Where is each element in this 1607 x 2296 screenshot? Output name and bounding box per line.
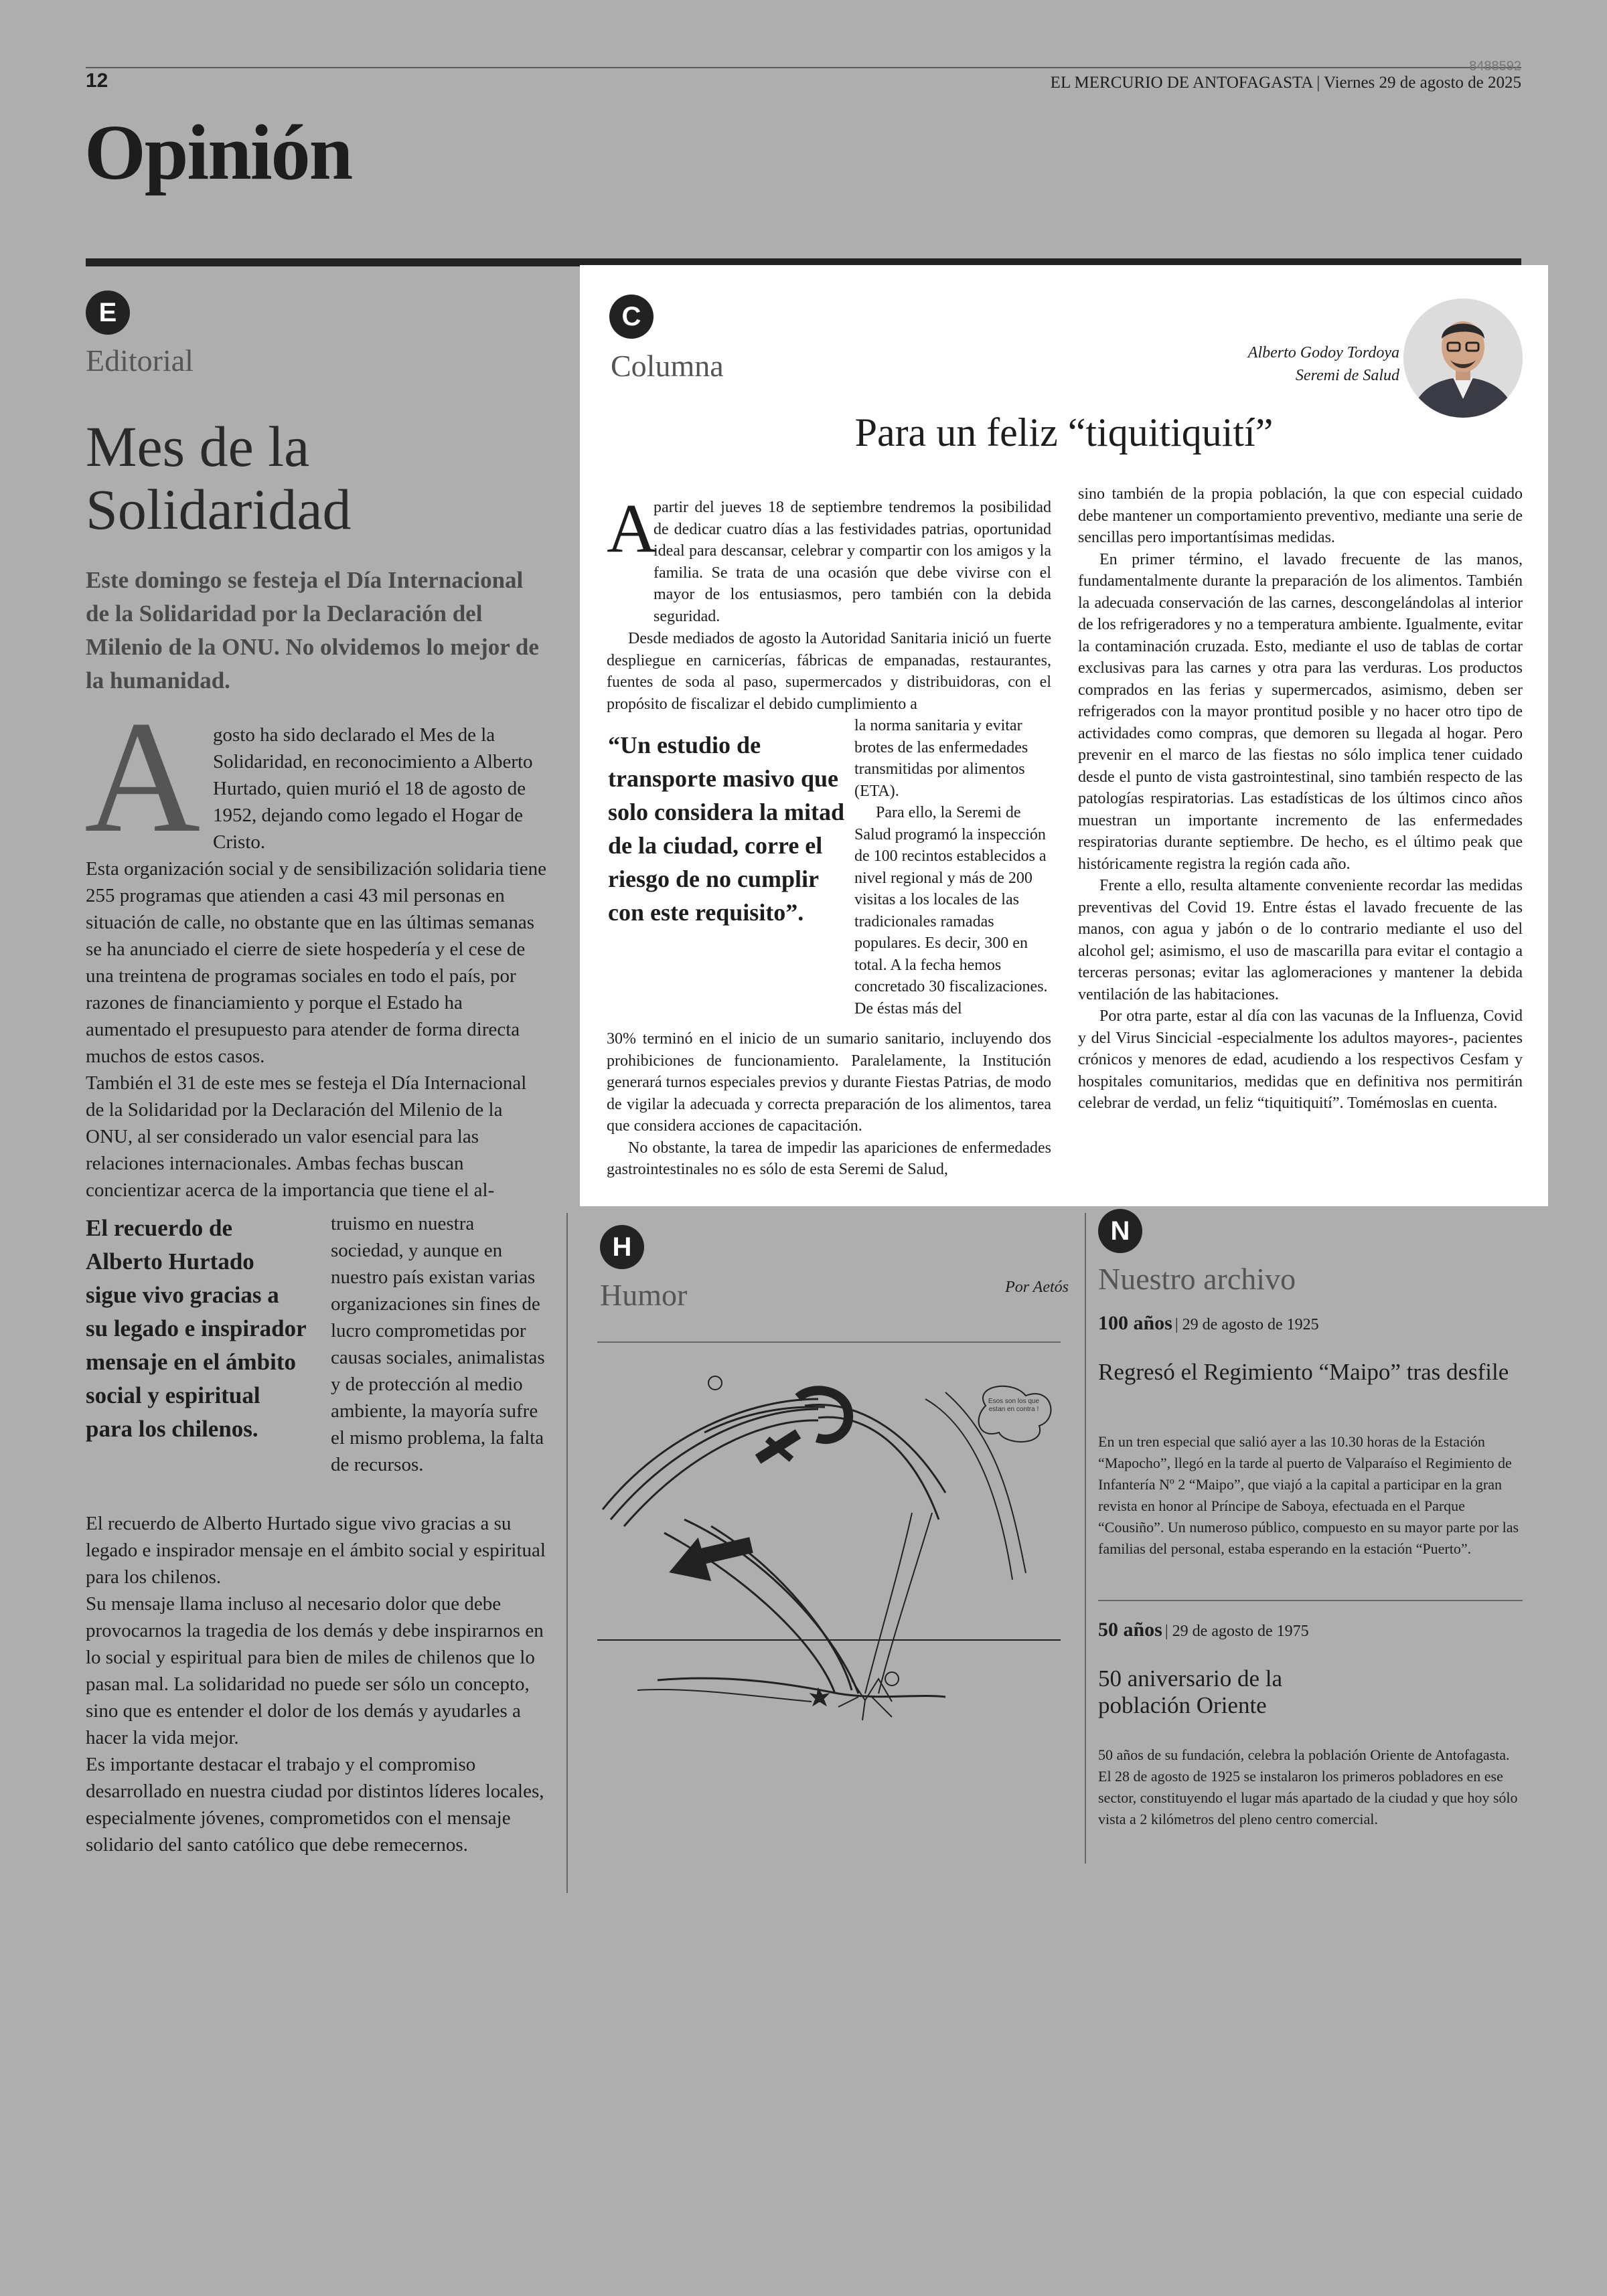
- column-p2-side: la norma sanitaria y evitar brotes de las enfermedades transmitidas por alimentos (ETA).: [854, 717, 1028, 800]
- author-photo: [1403, 299, 1523, 418]
- column-side-text: [854, 715, 1051, 1019]
- humor-credit: Por Aetós: [1005, 1279, 1069, 1296]
- column-author: [1138, 341, 1399, 387]
- archive-item-1-headline: Regresó el Regimiento “Maipo” tras desfile: [1098, 1359, 1509, 1385]
- archive-item-2-years: 50 años: [1098, 1619, 1162, 1641]
- archive-item-2-date: | 29 de agosto de 1975: [1164, 1623, 1309, 1640]
- page-stamp: 8488592: [1469, 59, 1521, 74]
- editorial-badge-icon: E: [86, 291, 130, 335]
- column-r2: En primer término, el lavado frecuente de las manos, fundamentalmente durante la preparación de los alimentos. También la adecuada conservación de las carnes, descongelándolas al interior de los refrigeradores y no a temperatura ambiente. Igualmente, evitar la contaminación cruzada. Esto, mediante el uso de tablas de cortar exclusivas para las carnes y otra para las verduras. Los productos comprados en las ferias y supermercados, asimismo, deben ser refrigerados con la mayor prontitud posible y no hacer otro tipo de actividades como compras, que demoren su llegada al hogar. Pero prevenir en el marco de las fiestas no sólo implica tener cuidado desde el punto de vista gastrointestinal, sino también respecto de las patologías respiratorias. Las estadísticas de los últimos cinco años muestran un importante incremento de las enfermedades respiratorias durante septiembre. De hecho, es el último peak que históricamente registra la región cada año.: [1078, 550, 1523, 873]
- editorial-paragraph-5: Es importante destacar el trabajo y el compromiso desarrollado en nuestra ciudad por distintos líderes locales, especialmente jóvenes, comprometidos con el mensaje solidario del santo católico que debe remecernos.: [86, 1754, 544, 1856]
- column-badge-icon: C: [609, 295, 654, 339]
- editorial-paragraph-3: El recuerdo de Alberto Hurtado sigue vivo gracias a su legado e inspirador mensaje en el ámbito social y espiritual para los chilenos.: [86, 1513, 546, 1588]
- archive-item-2: [1098, 1619, 1527, 1641]
- editorial-dropcap: A: [84, 687, 201, 866]
- column-title: Para un feliz “tiquitiquití”: [854, 410, 1274, 455]
- author-role: Seremi de Salud: [1295, 367, 1399, 384]
- page-number: 12: [86, 70, 108, 92]
- column-paragraph-3-end: [607, 1028, 1051, 1181]
- column-r1: sino también de la propia población, la que con especial cuidado debe mantener un comportamiento preventivo, mediante una serie de sencillas pero importantísimas medidas.: [1078, 485, 1523, 546]
- archive-rule: [1098, 1600, 1523, 1601]
- column-paragraph-2: [607, 628, 1051, 715]
- author-name: Alberto Godoy Tordoya: [1247, 344, 1399, 361]
- humor-badge-icon: H: [600, 1225, 644, 1269]
- column-label: Columna: [611, 349, 724, 383]
- editorial-pull-quote: El recuerdo de Alberto Hurtado sigue vivo gracias a su legado e inspirador mensaje en el ámbito social y espiritual para los chilenos.: [86, 1215, 306, 1442]
- archive-item-1-date: | 29 de agosto de 1925: [1174, 1316, 1319, 1333]
- author-portrait-icon: [1403, 299, 1523, 418]
- archive-divider: [1085, 1213, 1086, 1864]
- humor-cartoon: [597, 1359, 1061, 1747]
- cartoon-caption: Esos son los que estan en contra !: [988, 1398, 1040, 1413]
- humor-rule: [597, 1341, 1061, 1343]
- archive-item-1-years: 100 años: [1098, 1312, 1172, 1334]
- column-pull-quote: “Un estudio de transporte masivo que solo considera la mitad de la ciudad, corre el riesgo de no cumplir con este requisito”.: [608, 732, 845, 926]
- humor-label: Humor: [600, 1278, 688, 1312]
- editorial-label: Editorial: [86, 343, 194, 378]
- editorial-paragraph-1-head: gosto ha sido declarado el Mes de la Solidaridad, en reconocimiento a Alberto Hurtado, quien murió el 18 de agosto de 1952, dejando como legado el Hogar de Cristo.: [213, 724, 533, 853]
- archive-item-2-headline: 50 aniversario de la población Oriente: [1098, 1665, 1283, 1718]
- editorial-paragraph-2-side: truismo en nuestra sociedad, y aunque en nuestro país existan varias organizaciones sin fines de lucro comprometidas por causas sociales, animalistas y de protección al medio ambiente, la mayoría sufre el mismo problema, la falta de recursos.: [331, 1213, 545, 1475]
- editorial-paragraph-2-head: También el 31 de este mes se festeja el Día Internacional de la Solidaridad por la Declaración del Milenio de la ONU, al ser considerado un valor esencial para las relaciones internacionales. Ambas fechas buscan concientizar acerca de la importancia que tiene el al-: [86, 1072, 527, 1201]
- column-p2: Desde mediados de agosto la Autoridad Sanitaria inició un fuerte despliegue en carnicerías, fábricas de empanadas, restaurantes, fuentes de soda al paso, supermercados y distribuidoras, con el propósito de fiscalizar el debido cumplimiento a: [607, 630, 1051, 713]
- editorial-paragraph-4: Su mensaje llama incluso al necesario dolor que debe provocarnos la tragedia de los demás y debe inspirarnos en lo social y espiritual para bien de miles de chilenos que lo pasan mal. La solidaridad no puede ser sólo un concepto, sino que es entender el dolor de los demás y ayudarles a hacer la vida mejor.: [86, 1593, 544, 1748]
- archive-badge-icon: N: [1098, 1209, 1142, 1253]
- column-r4: Por otra parte, estar al día con las vacunas de la Influenza, Covid y del Virus Sincicial -especialmente los adultos mayores-, pacientes crónicos y menores de edad, acudiendo a los respectivos Cesfam y hospitales comunitarios, medidas que en definitiva nos permitirán celebrar de verdad, un feliz “tiquitiquití”. Tomémoslas en cuenta.: [1078, 1007, 1523, 1112]
- column-paragraph-1: [654, 497, 1051, 627]
- editorial-paragraph-1: Esta organización social y de sensibilización solidaria tiene 255 programas que atienden a casi 43 mil personas en situación de calle, no obstante que en las últimas semanas se ha anunciado el cierre de siete hospedería y el cese de una treintena de programas sociales en todo el país, por razones de financiamiento y porque el Estado ha aumentado el presupuesto para atender de forma directa muchos de estos casos.: [86, 858, 546, 1067]
- column-right-text: [1078, 483, 1523, 1115]
- column-p1: partir del jueves 18 de septiembre tendremos la posibilidad de dedicar cuatro días a las festividades patrias, oportunidad ideal para descansar, celebrar y compartir con los amigos y la familia. Se trata de una ocasión que debe vivirse con el mayor de los entusiasmos, pero también con la debida seguridad.: [654, 499, 1051, 625]
- column-r3: Frente a ello, resulta altamente conveniente recordar las medidas preventivas del Covid 19. Entre éstas el lavado frecuente de las manos, con agua y jabón o de lo contrario mediante el uso del alcohol gel; asimismo, el uso de mascarilla para evitar el contagio a terceras personas; evitar las aglomeraciones y mantener la debida ventilación de las habitaciones.: [1078, 877, 1523, 1003]
- archive-item-1: [1098, 1312, 1527, 1335]
- section-title: Opinión: [84, 108, 352, 196]
- top-rule: [86, 67, 1521, 68]
- column-dropcap: A: [607, 490, 658, 567]
- column-p4: No obstante, la tarea de impedir las apariciones de enfermedades gastrointestinales no es sólo de esta Seremi de Salud,: [607, 1139, 1051, 1178]
- column-divider: [566, 1213, 568, 1893]
- cartoon-drawing-icon: [597, 1359, 1061, 1747]
- archive-item-2-body: 50 años de su fundación, celebra la población Oriente de Antofagasta. El 28 de agosto de 1925 se instalaron los primeros pobladores en ese sector, constituyendo el lugar más apartado de la ciudad y que hoy sólo vista a 2 kilómetros del pleno centro comercial.: [1098, 1746, 1518, 1827]
- masthead: EL MERCURIO DE ANTOFAGASTA | Viernes 29 de agosto de 2025: [1050, 74, 1521, 92]
- archive-label: Nuestro archivo: [1098, 1262, 1296, 1296]
- archive-item-1-body: En un tren especial que salió ayer a las 10.30 horas de la Estación “Mapocho”, llegó en la tarde al puerto de Valparaíso el Regimiento de Infantería Nº 2 “Maipo”, que viajó a la capital a participar en la gran revista en honor al Príncipe de Saboya, efectuada en el Parque “Cousiño”. Un numeroso público, compuesto en su mayor parte por las familias del personal, estaba esperando en la estación “Puerto”.: [1098, 1433, 1519, 1557]
- column-p3-end: 30% terminó en el inicio de un sumario sanitario, incluyendo dos prohibiciones de funcionamiento. Paralelamente, la Institución generará turnos especiales previos y durante Fiestas Patrias, de modo de vigilar la adecuada y correcta preparación de los alimentos, tarea que considera acciones de capacitación.: [607, 1030, 1051, 1135]
- editorial-lead: Este domingo se festeja el Día Internacional de la Solidaridad por la Declaración del Milenio de la ONU. No olvidemos lo mejor de la humanidad.: [86, 567, 539, 693]
- column-p3-side: Para ello, la Seremi de Salud programó la inspección de 100 recintos establecidos a nivel regional y más de 200 visitas a los locales de las tradicionales ramadas populares. Es decir, 300 en total. A la fecha hemos concretado 30 fiscalizaciones. De éstas más del: [854, 804, 1048, 1017]
- editorial-title: Mes de la Solidaridad: [86, 414, 352, 542]
